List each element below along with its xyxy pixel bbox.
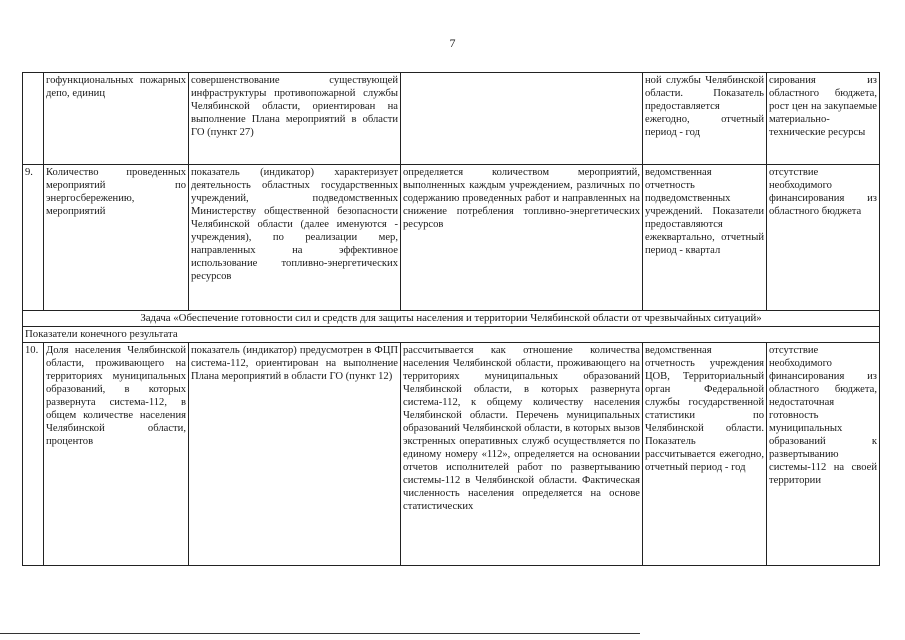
calculation-method: определяется количеством мероприятий, выполненных каждым учреждением, различных по содержанию проведенных работ и направленных на снижение потребления топливно-энергетических ресурсов [401,165,643,311]
indicator-name: Количество проведенных мероприятий по энергосбережению, мероприятий [44,165,189,311]
calculation-method: рассчитывается как отношение количества населения Челябинской области, проживающего на территориях муниципальных образований Челябинской области, в которых развернута система-112, к общему количеству населения Челябинской области. Перечень муниципальных образований Челябинской области, в которых вызов экстренных оперативных служб осуществляется по единому номеру «112», определяется на основании отчетов исполнителей работ по развертыванию системы-112 в Челябинской области. Фактическая численность населения определяется на основе статистических [401,343,643,566]
risk-factors: сирования из областного бюджета, рост цен на закупаемые материально-технические ресурсы [767,73,880,165]
risk-factors: отсутствие необходимого финансирования из областного бюджета, недостаточная готовность муниципальных образований к развертыванию системы-112 на своей территории [767,343,880,566]
table-row [23,311,880,327]
row-number [23,73,44,165]
indicator-description: показатель (индикатор) характеризует деятельность областных государственных учреждений, подведомственных Министерству общественной безопасности Челябинской области (далее именуются - учреждения), по реализации мер, направленных на эффективное использование топливно-энергетических ресурсов [189,165,401,311]
table-row [23,343,880,566]
table-row [23,73,880,165]
row-number: 10. [23,343,44,566]
indicator-description: совершенствование существующей инфраструктуры противопожарной службы Челябинской области, ориентирован на выполнение Плана мероприятий в области ГО (пункт 27) [189,73,401,165]
page-number: 7 [449,36,456,50]
indicators-table [22,72,880,566]
footer-rule [0,633,640,634]
task-heading: Задача «Обеспечение готовности сил и средств для защиты населения и территории Челябинской области от чрезвычайных ситуаций» [23,311,880,327]
data-source: ведомственная отчетность учреждения ЦОВ, Территориальный орган Федеральной службы государственной статистики по Челябинской области. Показатель рассчитывается ежегодно, отчетный период - год [643,343,767,566]
risk-factors: отсутствие необходимого финансирования из областного бюджета [767,165,880,311]
data-source: ведомственная отчетность подведомственных учреждений. Показатели предоставляются ежеквартально, отчетный период - квартал [643,165,767,311]
indicator-name: гофункциональных пожарных депо, единиц [44,73,189,165]
table-row [23,327,880,343]
calculation-method [401,73,643,165]
table-row [23,165,880,311]
row-number: 9. [23,165,44,311]
data-source: ной службы Челябинской области. Показатель предоставляется ежегодно, отчетный период - год [643,73,767,165]
indicator-description: показатель (индикатор) предусмотрен в ФЦП система-112, ориентирован на выполнение Плана мероприятий в области ГО (пункт 12) [189,343,401,566]
indicator-name: Доля населения Челябинской области, проживающего на территориях муниципальных образований, в которых развернута система-112, в общем количестве населения Челябинской области, процентов [44,343,189,566]
section-heading: Показатели конечного результата [23,327,880,343]
